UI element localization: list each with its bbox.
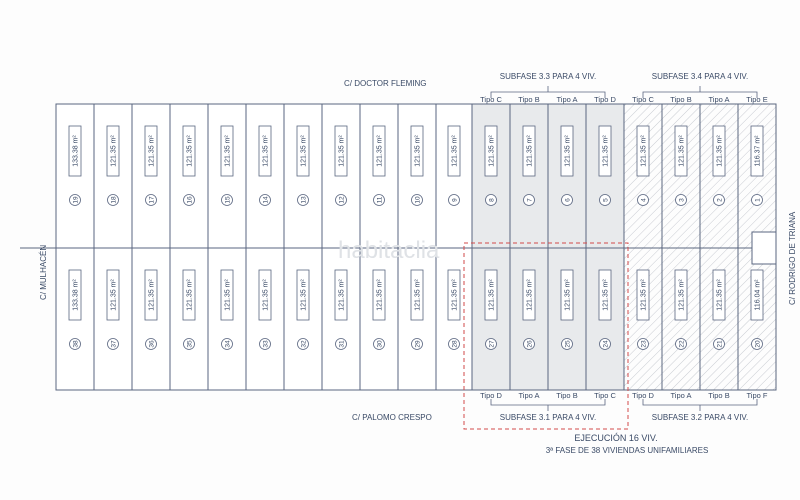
plot-number: 3 [678, 198, 686, 202]
plot-number: 9 [451, 198, 459, 202]
plot-number: 10 [414, 196, 422, 204]
plot-number: 36 [148, 340, 156, 348]
plot-area-label: 121.35 m² [414, 279, 422, 311]
plot-number: 38 [72, 340, 80, 348]
plot-number: 31 [338, 340, 346, 348]
type-label: Tipo A [556, 95, 578, 104]
plot-number: 29 [414, 340, 422, 348]
plot-area-label: 121.35 m² [376, 279, 384, 311]
street-west: C/ MULHACÉN [39, 244, 48, 300]
plot-number: 30 [376, 340, 384, 348]
annex-box [752, 232, 776, 264]
plot-area-label: 116.04 m² [754, 279, 762, 311]
plot-area-label: 121.35 m² [224, 135, 232, 167]
plot-number: 21 [716, 340, 724, 348]
type-label: Tipo B [708, 391, 730, 400]
plot-number: 4 [640, 198, 648, 202]
type-label: Tipo F [746, 391, 768, 400]
subphase-3-1-label: SUBFASE 3.1 PARA 4 VIV. [499, 413, 597, 422]
plot-number: 25 [564, 340, 572, 348]
plot-number: 34 [224, 340, 232, 348]
plot-number: 14 [262, 196, 270, 204]
footer-phase: 3ª FASE DE 38 VIVIENDAS UNIFAMILIARES [545, 446, 709, 455]
plot-area-label: 121.35 m² [376, 135, 384, 167]
plot-area-label: 121.35 m² [110, 135, 118, 167]
plot-area-label: 121.35 m² [488, 279, 496, 311]
plot-number: 22 [678, 340, 686, 348]
plot-area-label: 121.35 m² [678, 279, 686, 311]
plot-area-label: 121.35 m² [716, 135, 724, 167]
plot-area-label: 121.35 m² [564, 135, 572, 167]
plot-area-label: 121.35 m² [110, 279, 118, 311]
plot-area-label: 121.35 m² [716, 279, 724, 311]
street-east: C/ RODRIGO DE TRIANA [788, 211, 797, 305]
type-label: Tipo B [556, 391, 578, 400]
type-label: Tipo C [632, 95, 654, 104]
plot-area-label: 133.38 m² [72, 135, 80, 167]
type-label: Tipo B [518, 95, 540, 104]
plot-number: 7 [526, 198, 534, 202]
subphase-3-2-label: SUBFASE 3.2 PARA 4 VIV. [651, 413, 749, 422]
type-label: Tipo E [746, 95, 768, 104]
plot-number: 20 [754, 340, 762, 348]
plot-area-label: 133.38 m² [72, 279, 80, 311]
street-north: C/ DOCTOR FLEMING [344, 79, 427, 88]
plot-area-label: 116.37 m² [754, 135, 762, 167]
subphase-bracket [491, 92, 605, 98]
plot-number: 33 [262, 340, 270, 348]
plot-area-label: 121.35 m² [224, 279, 232, 311]
plot-number: 15 [224, 196, 232, 204]
plot-area-label: 121.35 m² [186, 135, 194, 167]
subphase-3-3-label: SUBFASE 3.3 PARA 4 VIV. [499, 72, 597, 81]
plot-area-label: 121.35 m² [602, 279, 610, 311]
plot-area-label: 121.35 m² [414, 135, 422, 167]
type-label: Tipo A [670, 391, 692, 400]
type-label: Tipo D [632, 391, 654, 400]
type-label: Tipo B [670, 95, 692, 104]
plot-number: 17 [148, 196, 156, 204]
plot-area-label: 121.35 m² [148, 279, 156, 311]
plot-area-label: 121.35 m² [148, 135, 156, 167]
plot-area-label: 121.35 m² [526, 135, 534, 167]
plot-area-label: 121.35 m² [338, 135, 346, 167]
plot-area-label: 121.35 m² [640, 135, 648, 167]
plot-number: 2 [716, 198, 724, 202]
plot-number: 5 [602, 198, 610, 202]
subphase-bracket [643, 399, 757, 405]
plot-area-label: 121.35 m² [564, 279, 572, 311]
plot-area-label: 121.35 m² [186, 279, 194, 311]
plot-number: 8 [488, 198, 496, 202]
plot-area-label: 121.35 m² [488, 135, 496, 167]
type-label: Tipo D [594, 95, 616, 104]
type-label: Tipo D [480, 391, 502, 400]
plot-area-label: 121.35 m² [640, 279, 648, 311]
plot-number: 23 [640, 340, 648, 348]
plot-number: 18 [110, 196, 118, 204]
footer-execution: EJECUCIÓN 16 VIV. [574, 433, 658, 443]
plot-area-label: 121.35 m² [451, 135, 459, 167]
subphase-bracket [643, 92, 757, 98]
type-label: Tipo A [518, 391, 540, 400]
plot-area-label: 121.35 m² [300, 135, 308, 167]
plot-number: 16 [186, 196, 194, 204]
plot-number: 1 [754, 198, 762, 202]
subphase-bracket [491, 399, 605, 405]
plot-area-label: 121.35 m² [338, 279, 346, 311]
type-label: Tipo A [708, 95, 730, 104]
plot-number: 11 [376, 196, 384, 204]
plot-area-label: 121.35 m² [262, 279, 270, 311]
plot-area-label: 121.35 m² [262, 135, 270, 167]
plot-area-label: 121.35 m² [451, 279, 459, 311]
plot-number: 32 [300, 340, 308, 348]
plot-area-label: 121.35 m² [602, 135, 610, 167]
street-south: C/ PALOMO CRESPO [352, 413, 432, 422]
plot-area-label: 121.35 m² [678, 135, 686, 167]
subphase-3-4-label: SUBFASE 3.4 PARA 4 VIV. [651, 72, 749, 81]
plot-number: 19 [72, 196, 80, 204]
plot-number: 27 [488, 340, 496, 348]
plot-number: 28 [451, 340, 459, 348]
plot-number: 24 [602, 340, 610, 348]
plot-number: 35 [186, 340, 194, 348]
type-label: Tipo C [594, 391, 616, 400]
plot-number: 37 [110, 340, 118, 348]
plot-number: 26 [526, 340, 534, 348]
watermark: habitaclia [338, 237, 440, 264]
plot-area-label: 121.35 m² [526, 279, 534, 311]
type-label: Tipo C [480, 95, 502, 104]
plot-number: 6 [564, 198, 572, 202]
plot-number: 12 [338, 196, 346, 204]
plot-number: 13 [300, 196, 308, 204]
plot-area-label: 121.35 m² [300, 279, 308, 311]
